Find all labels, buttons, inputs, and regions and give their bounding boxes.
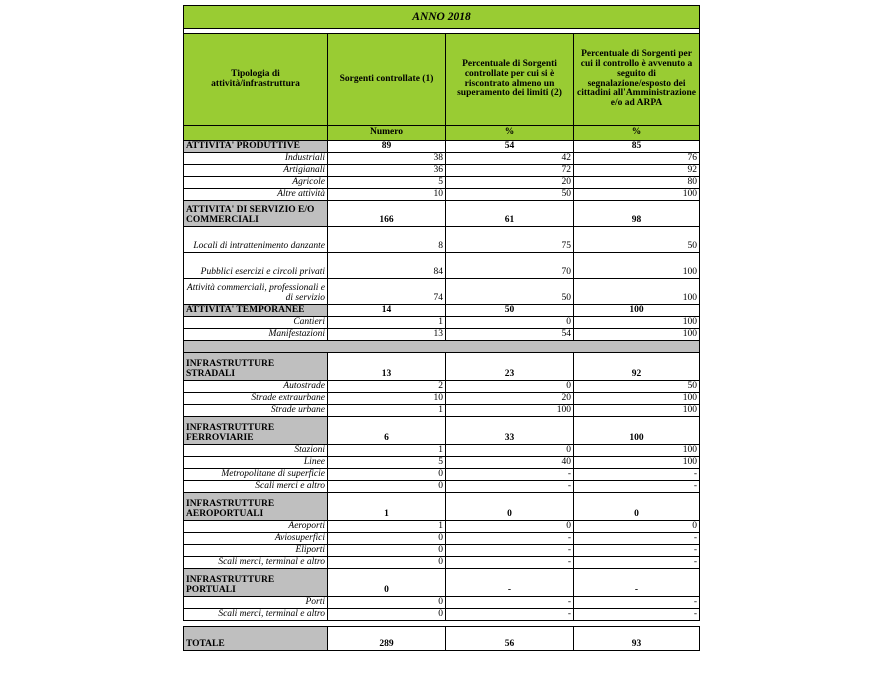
table-row: [184, 177, 700, 189]
row-value-segnalazione: -: [574, 481, 700, 493]
row-value-segnalazione: -: [574, 533, 700, 545]
row-value-numero: 0: [328, 481, 446, 493]
table-row: [184, 227, 700, 253]
table-row: [184, 457, 700, 469]
row-label: Agricole: [184, 177, 328, 189]
row-value-segnalazione: -: [574, 597, 700, 609]
category-value-superamento: 33: [446, 417, 574, 445]
category-value-superamento: 23: [446, 353, 574, 381]
row-value-superamento: 40: [446, 457, 574, 469]
category-value-superamento: 54: [446, 141, 574, 153]
row-label: Strade extraurbane: [184, 393, 328, 405]
row-value-segnalazione: 0: [574, 521, 700, 533]
row-value-numero: 5: [328, 177, 446, 189]
header-segnalazione: Percentuale di Sorgenti per cui il controllo è avvenuto a seguito di segnalazione/esposto dei cittadini all'Amministrazione e/o ad ARPA: [574, 34, 700, 126]
row-value-segnalazione: -: [574, 469, 700, 481]
table-row: [184, 381, 700, 393]
row-label: Strade urbane: [184, 405, 328, 417]
table-row: [184, 481, 700, 493]
table-row: [184, 393, 700, 405]
table-row: [184, 189, 700, 201]
row-value-numero: 2: [328, 381, 446, 393]
row-value-superamento: -: [446, 597, 574, 609]
row-value-numero: 0: [328, 557, 446, 569]
table-row: [184, 545, 700, 557]
row-value-superamento: 50: [446, 189, 574, 201]
row-label: Scali merci, terminal e altro: [184, 557, 328, 569]
row-value-numero: 0: [328, 609, 446, 621]
row-value-superamento: 54: [446, 329, 574, 341]
category-row: [184, 353, 700, 381]
category-value-numero: 0: [328, 569, 446, 597]
row-value-segnalazione: 100: [574, 393, 700, 405]
category-value-numero: 6: [328, 417, 446, 445]
row-value-superamento: -: [446, 557, 574, 569]
row-value-segnalazione: 100: [574, 329, 700, 341]
table-row: [184, 521, 700, 533]
category-value-numero: 166: [328, 201, 446, 227]
unit-percent: %: [574, 126, 700, 141]
row-value-numero: 0: [328, 545, 446, 557]
row-label: Pubblici esercizi e circoli privati: [184, 253, 328, 279]
row-value-numero: 0: [328, 597, 446, 609]
table-row: [184, 557, 700, 569]
row-value-superamento: 0: [446, 445, 574, 457]
table-row: [184, 279, 700, 305]
row-value-superamento: -: [446, 609, 574, 621]
category-value-segnalazione: 100: [574, 417, 700, 445]
row-value-superamento: -: [446, 469, 574, 481]
table-row: [184, 165, 700, 177]
row-value-superamento: 42: [446, 153, 574, 165]
total-value-superamento: 56: [446, 627, 574, 651]
total-value-segnalazione: 93: [574, 627, 700, 651]
row-label: Scali merci e altro: [184, 481, 328, 493]
category-row: [184, 305, 700, 317]
row-value-numero: 38: [328, 153, 446, 165]
row-label: Scali merci, terminal e altro: [184, 609, 328, 621]
total-label: TOTALE: [184, 627, 328, 651]
category-label: ATTIVITA' PRODUTTIVE: [184, 141, 328, 153]
row-value-numero: 8: [328, 227, 446, 253]
row-value-segnalazione: 92: [574, 165, 700, 177]
table-row: [184, 597, 700, 609]
separator-cell: [184, 341, 700, 353]
category-row: [184, 493, 700, 521]
row-value-superamento: 20: [446, 393, 574, 405]
data-table: [183, 5, 700, 651]
category-label: ATTIVITA' TEMPORANEE: [184, 305, 328, 317]
row-value-superamento: 70: [446, 253, 574, 279]
row-value-segnalazione: 100: [574, 189, 700, 201]
row-value-superamento: 75: [446, 227, 574, 253]
unit-percent: %: [446, 126, 574, 141]
row-value-superamento: 0: [446, 381, 574, 393]
header-superamento: Percentuale di Sorgenti controllate per cui si è riscontrato almeno un superamento dei limiti (2): [446, 34, 574, 126]
unit-empty: [184, 126, 328, 141]
row-label: Cantieri: [184, 317, 328, 329]
row-label: Metropolitane di superficie: [184, 469, 328, 481]
category-value-numero: 13: [328, 353, 446, 381]
row-value-superamento: 72: [446, 165, 574, 177]
category-row: [184, 141, 700, 153]
row-value-numero: 74: [328, 279, 446, 305]
category-value-segnalazione: 92: [574, 353, 700, 381]
category-value-numero: 89: [328, 141, 446, 153]
row-label: Artigianali: [184, 165, 328, 177]
row-value-superamento: -: [446, 545, 574, 557]
row-label: Attività commerciali, professionali e di servizio: [184, 279, 328, 305]
category-value-superamento: 61: [446, 201, 574, 227]
category-label: INFRASTRUTTURE PORTUALI: [184, 569, 328, 597]
row-value-segnalazione: 100: [574, 253, 700, 279]
row-value-superamento: 0: [446, 521, 574, 533]
row-value-segnalazione: 80: [574, 177, 700, 189]
unit-numero: Numero: [328, 126, 446, 141]
separator-row: [184, 341, 700, 353]
row-value-segnalazione: 50: [574, 227, 700, 253]
row-label: Manifestazioni: [184, 329, 328, 341]
category-row: [184, 417, 700, 445]
table-row: [184, 609, 700, 621]
table-row: [184, 153, 700, 165]
total-value-numero: 289: [328, 627, 446, 651]
category-value-segnalazione: 85: [574, 141, 700, 153]
row-value-superamento: -: [446, 481, 574, 493]
row-value-numero: 1: [328, 317, 446, 329]
row-label: Linee: [184, 457, 328, 469]
category-value-superamento: -: [446, 569, 574, 597]
row-label: Aviosuperfici: [184, 533, 328, 545]
row-value-superamento: 50: [446, 279, 574, 305]
row-label: Autostrade: [184, 381, 328, 393]
row-value-superamento: 20: [446, 177, 574, 189]
row-value-segnalazione: 100: [574, 279, 700, 305]
row-value-segnalazione: 76: [574, 153, 700, 165]
table-row: [184, 445, 700, 457]
row-value-numero: 1: [328, 521, 446, 533]
row-value-segnalazione: -: [574, 557, 700, 569]
row-label: Porti: [184, 597, 328, 609]
row-value-segnalazione: 100: [574, 317, 700, 329]
row-label: Stazioni: [184, 445, 328, 457]
table-title: ANNO 2018: [184, 6, 700, 29]
table-body: [184, 141, 700, 651]
row-value-numero: 10: [328, 189, 446, 201]
row-value-segnalazione: 100: [574, 445, 700, 457]
row-value-numero: 36: [328, 165, 446, 177]
row-value-segnalazione: 100: [574, 457, 700, 469]
category-value-segnalazione: 0: [574, 493, 700, 521]
row-value-numero: 5: [328, 457, 446, 469]
row-label: Industriali: [184, 153, 328, 165]
category-value-numero: 14: [328, 305, 446, 317]
header-tipologia: Tipologia di attività/infrastruttura: [184, 34, 328, 126]
row-value-numero: 13: [328, 329, 446, 341]
row-value-segnalazione: -: [574, 609, 700, 621]
category-value-superamento: 50: [446, 305, 574, 317]
row-value-numero: 84: [328, 253, 446, 279]
table-row: [184, 469, 700, 481]
row-value-superamento: 0: [446, 317, 574, 329]
category-label: INFRASTRUTTURE STRADALI: [184, 353, 328, 381]
category-label: ATTIVITA' DI SERVIZIO E/O COMMERCIALI: [184, 201, 328, 227]
category-row: [184, 569, 700, 597]
row-value-numero: 1: [328, 405, 446, 417]
row-value-superamento: 100: [446, 405, 574, 417]
category-label: INFRASTRUTTURE AEROPORTUALI: [184, 493, 328, 521]
category-row: [184, 201, 700, 227]
category-value-segnalazione: 98: [574, 201, 700, 227]
table-row: [184, 253, 700, 279]
category-label: INFRASTRUTTURE FERROVIARIE: [184, 417, 328, 445]
table-row: [184, 317, 700, 329]
row-value-numero: 1: [328, 445, 446, 457]
row-value-numero: 0: [328, 533, 446, 545]
category-value-segnalazione: -: [574, 569, 700, 597]
total-row: [184, 627, 700, 651]
row-label: Eliporti: [184, 545, 328, 557]
row-value-superamento: -: [446, 533, 574, 545]
category-value-numero: 1: [328, 493, 446, 521]
row-label: Aeroporti: [184, 521, 328, 533]
table-row: [184, 405, 700, 417]
table-row: [184, 329, 700, 341]
row-label: Locali di intrattenimento danzante: [184, 227, 328, 253]
row-value-segnalazione: 50: [574, 381, 700, 393]
header-sorgenti: Sorgenti controllate (1): [328, 34, 446, 126]
row-value-segnalazione: -: [574, 545, 700, 557]
row-value-numero: 0: [328, 469, 446, 481]
category-value-superamento: 0: [446, 493, 574, 521]
row-value-segnalazione: 100: [574, 405, 700, 417]
table-row: [184, 533, 700, 545]
row-label: Altre attività: [184, 189, 328, 201]
row-value-numero: 10: [328, 393, 446, 405]
category-value-segnalazione: 100: [574, 305, 700, 317]
